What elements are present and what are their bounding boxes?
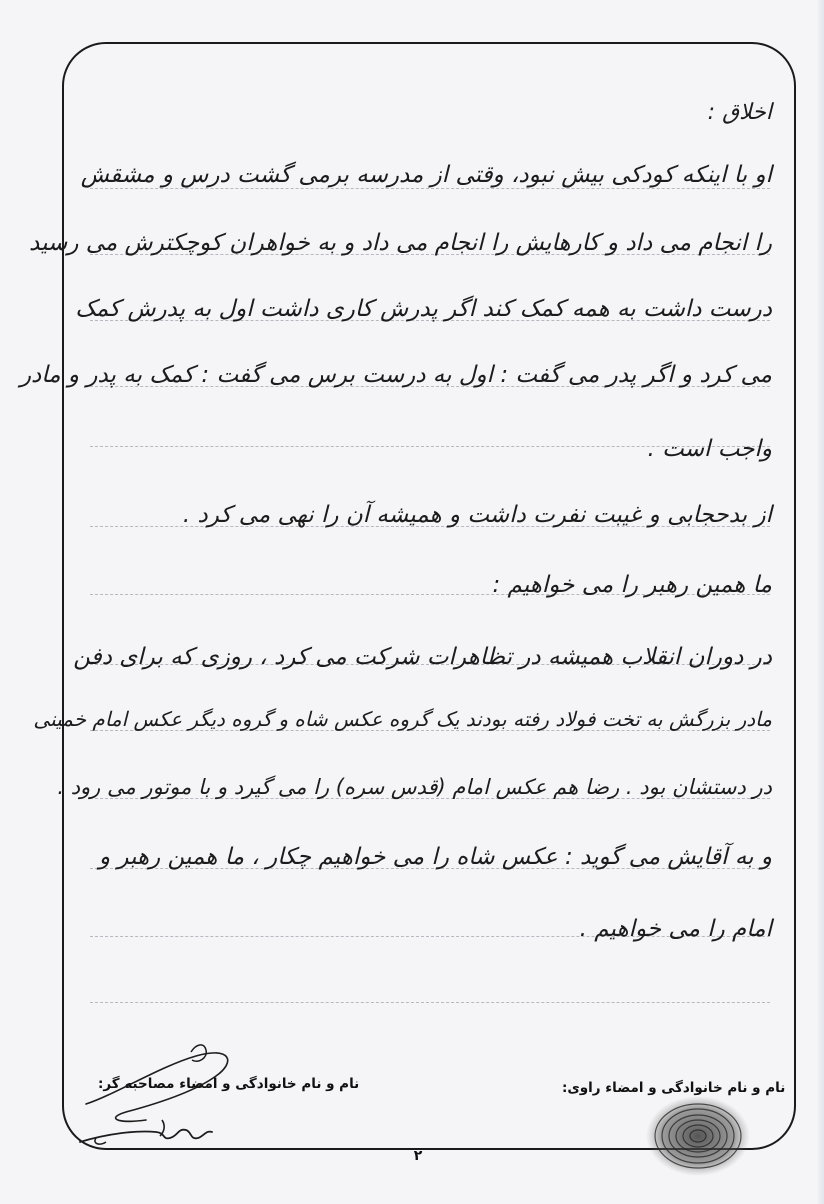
- scan-edge: [818, 0, 824, 1204]
- text-line-5: واجب است .: [647, 436, 772, 462]
- narrator-signature-label: نام و نام خانوادگی و امضاء راوی:: [562, 1080, 786, 1096]
- text-line-1: او با اینکه کودکی بیش نبود، وقتی از مدرسه برمی گشت درس و مشقش: [80, 162, 772, 188]
- fingerprint-icon: [638, 1088, 756, 1184]
- interviewer-signature-label: نام و نام خانوادگی و امضاء مصاحبه گر:: [98, 1076, 360, 1092]
- text-line-9: مادر بزرگش به تخت فولاد رفته بودند یک گروه عکس شاه و گروه دیگر عکس امام خمینی: [33, 707, 772, 731]
- section-heading: اخلاق :: [707, 100, 772, 125]
- text-line-7: ما همین رهبر را می خواهیم :: [492, 572, 772, 598]
- text-line-12: امام را می خواهیم .: [579, 916, 772, 942]
- text-line-3: درست داشت به همه کمک کند اگر پدرش کاری داشت اول به پدرش کمک: [75, 296, 772, 322]
- text-line-8: در دوران انقلاب همیشه در تظاهرات شرکت می کرد ، روزی که برای دفن: [73, 644, 772, 670]
- text-line-6: از بدحجابی و غیبت نفرت داشت و همیشه آن را نهی می کرد .: [182, 502, 772, 528]
- text-line-2: را انجام می داد و کارهایش را انجام می داد و به خواهران کوچکترش می رسید: [29, 230, 772, 256]
- interviewer-signature-icon: [66, 1034, 266, 1154]
- page-number: ۲: [413, 1148, 423, 1164]
- text-line-10: در دستشان بود . رضا هم عکس امام (قدس سره) را می گیرد و با موتور می رود .: [57, 775, 772, 799]
- ruled-line: [90, 1002, 770, 1003]
- text-line-11: و به آقایش می گوید : عکس شاه را می خواهیم چکار ، ما همین رهبر و: [98, 844, 772, 870]
- text-line-4: می کرد و اگر پدر می گفت : اول به درست برس می گفت : کمک به پدر و مادر: [19, 362, 772, 388]
